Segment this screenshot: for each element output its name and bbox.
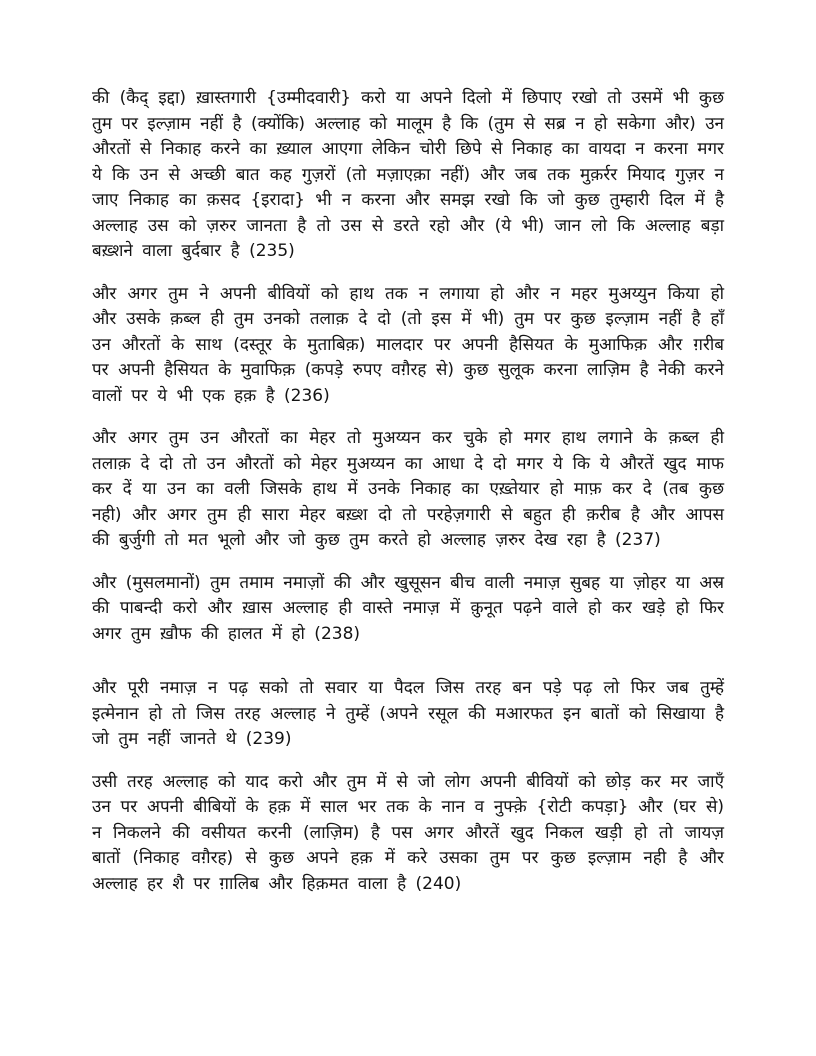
paragraph-verse-236: और अगर तुम ने अपनी बीवियों को हाथ तक न लगाया हो और न महर मुअय्युन किया हो और उसके क़ब्ल ही तुम उनको तलाक़ दे दो (तो इस में भी) तुम पर कुछ इल्ज़ाम नहीं है हाँ उन औरतों के साथ (दस्तूर के मुताबिक़) मालदार पर अपनी हैसियत के मुआफिक़ और ग़रीब पर अपनी हैसियत के मुवाफिक़ (कपड़े रुपए वग़ैरह से) कुछ सुलूक करना लाज़िम है नेकी करने वालों पर ये भी एक हक़ है (236) xyxy=(92,283,724,406)
paragraph-verse-235: की (कैद् इद्दा) ख़ास्तगारी {उम्मीदवारी} करो या अपने दिलो में छिपाए रखो तो उसमें भी कुछ तुम पर इल्ज़ाम नहीं है (क्योंकि) अल्लाह को मालूम है कि (तुम से सब्र न हो सकेगा और) उन औरतों से निकाह करने का ख़्याल आएगा लेकिन चोरी छिपे से निकाह का वायदा न करना मगर ये कि उन से अच्छी बात कह गुज़रों (तो मज़ाएक़ा नहीं) और जब तक मुक़र्रर मियाद गुज़र न जाए निकाह का क़सद {इरादा} भी न करना और समझ रखो कि जो कुछ तुम्हारी दिल में है अल्लाह उस को ज़रुर जानता है तो उस से डरते रहो और (ये भी) जान लो कि अल्लाह बड़ा बख़्शने वाला बुर्दबार है (235) xyxy=(92,88,724,261)
paragraph-verse-240: उसी तरह अल्लाह को याद करो और तुम में से जो लोग अपनी बीवियों को छोड़ कर मर जाएँ उन पर अपनी बीबियों के हक़ में साल भर तक के नान व नुफ्क़े {रोटी कपड़ा} और (घर से) न निकलने की वसीयत करनी (लाज़िम) है पस अगर औरतें खुद निकल खड़ी हो तो जायज़ बातों (निकाह वग़ैरह) से कुछ अपने हक़ में करे उसका तुम पर कुछ इल्ज़ाम नही है और अल्लाह हर शै पर ग़ालिब और हिक़मत वाला है (240) xyxy=(92,771,724,894)
paragraph-verse-237: और अगर तुम उन औरतों का मेहर तो मुअय्यन कर चुके हो मगर हाथ लगाने के क़ब्ल ही तलाक़ दे दो तो उन औरतों को मेहर मुअय्यन का आधा दे दो मगर ये कि ये औरतें खुद माफ कर दें या उन का वली जिसके हाथ में उनके निकाह का एख़्तेयार हो माफ़ कर दे (तब कुछ नही) और अगर तुम ही सारा मेहर बख़्श दो तो परहेज़गारी से बहुत ही क़रीब है और आपस की बुर्जुगी तो मत भूलो और जो कुछ तुम करते हो अल्लाह ज़रुर देख रहा है (237) xyxy=(92,428,724,550)
paragraph-verse-239: और पूरी नमाज़ न पढ़ सको तो सवार या पैदल जिस तरह बन पड़े पढ़ लो फिर जब तुम्हें इत्मेनान हो तो जिस तरह अल्लाह ने तुम्हें (अपने रसूल की मआरफत इन बातों को सिखाया है जो तुम नहीं जानते थे (239) xyxy=(92,678,724,749)
text-block xyxy=(92,86,724,914)
paragraph-verse-238: और (मुसलमानों) तुम तमाम नमाज़ों की और खुसूसन बीच वाली नमाज़ सुबह या ज़ोहर या अस्र की पाबन्दी करो और ख़ास अल्लाह ही वास्ते नमाज़ में क़ुनूत पढ़ने वाले हो कर खड़े हो फिर अगर तुम ख़ौफ की हालत में हो (238) xyxy=(92,572,724,644)
